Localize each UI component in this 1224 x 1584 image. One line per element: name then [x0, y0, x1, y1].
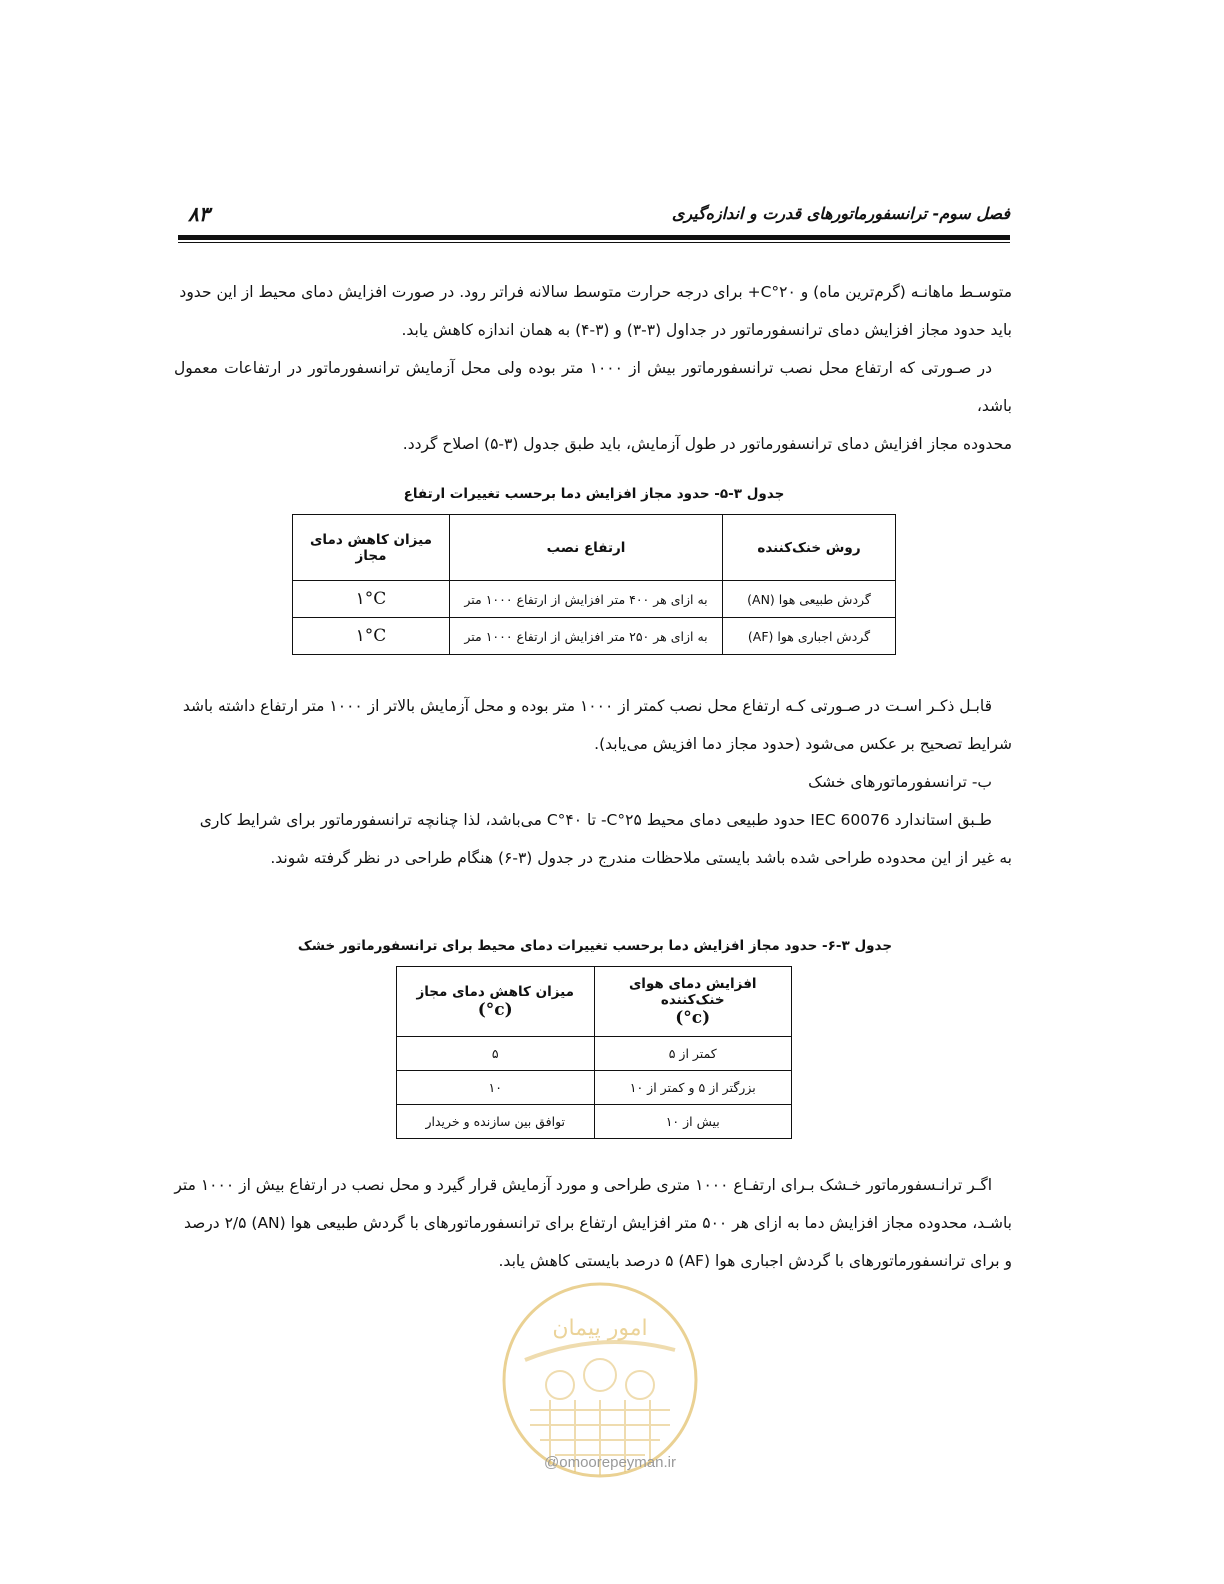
paragraph-line: در صـورتی که ارتفاع محل نصب ترانسفورماتور بیش از ۱۰۰۰ متر بوده ولی محل آزمایش ترانسفورماتور در ارتفاعات معمول باشد،: [174, 359, 1012, 415]
table2-caption: جدول ۳-۶- حدود مجاز افزایش دما برحسب تغییرات دمای محیط برای ترانسفورماتور خشک: [297, 938, 893, 954]
table-row: [293, 581, 896, 618]
watermark-site: @omoorepeyman.ir: [544, 1454, 676, 1471]
table-cell: [293, 581, 450, 618]
table-cell: گردش طبیعی هوا (AN): [723, 581, 896, 618]
table-altitude-correction: [292, 514, 896, 655]
header-unit: (°c): [675, 1007, 711, 1028]
paragraph-line: به غیر از این محدوده طراحی شده باشد بایستی ملاحظات مندرج در جدول (۳-۶) هنگام طراحی در نظر گرفته شوند.: [270, 849, 1012, 867]
header-label: افزایش دمای هوای خنک‌کننده: [628, 975, 757, 1008]
chapter-title: فصل سوم- ترانسفورماتورهای قدرت و اندازه‌گیری: [671, 204, 1010, 223]
table-cell: به ازای هر ۲۵۰ متر افزایش از ارتفاع ۱۰۰۰ متر: [450, 618, 723, 655]
table-cell: توافق بین سازنده و خریدار: [397, 1105, 595, 1139]
table-row: [293, 618, 896, 655]
table-cell: ۱۰: [397, 1071, 595, 1105]
table-cell: بزرگتر از ۵ و کمتر از ۱۰: [594, 1071, 792, 1105]
table-header-cell: [397, 967, 595, 1037]
table-header-cell: میزان کاهش دمای مجاز: [293, 515, 450, 581]
table-row: [397, 1105, 792, 1139]
table-header-cell: ارتفاع نصب: [450, 515, 723, 581]
unit-value: ۱°C: [355, 626, 387, 646]
table-row: [397, 1071, 792, 1105]
paragraph-line: قابـل ذکـر اسـت در صـورتی کـه ارتفاع محل نصب کمتر از ۱۰۰۰ متر بوده و محل آزمایش بالاتر از ۱۰۰۰ متر ارتفاع داشته باشد: [182, 697, 992, 715]
header-unit: (°c): [477, 999, 513, 1020]
subheading: ب- ترانسفورماتورهای خشک: [808, 773, 992, 791]
paragraph-line: و برای ترانسفورماتورهای با گردش اجباری هوا (AF) ۵ درصد بایستی کاهش یابد.: [498, 1252, 1012, 1270]
watermark-logo-text: امور پیمان: [552, 1316, 648, 1341]
paragraph-line: شرایط تصحیح بر عکس می‌شود (حدود مجاز دما افزیش می‌یابد).: [594, 735, 1012, 753]
table-ambient-correction: [396, 966, 792, 1139]
header-divider: [178, 235, 1010, 243]
page-number: ۸۳: [188, 202, 210, 226]
paragraph-block-3: [174, 1166, 1012, 1280]
paragraph-block-1: [174, 273, 1012, 463]
table-cell: کمتر از ۵: [594, 1037, 792, 1071]
table-cell: ۵: [397, 1037, 595, 1071]
table-row: [397, 1037, 792, 1071]
paragraph-line: طـبق استاندارد IEC 60076 حدود طبیعی دمای محیط ۲۵°C- تا ۴۰°C می‌باشد، لذا چنانچه ترانسفورماتور برای شرایط کاری: [199, 811, 992, 829]
paragraph-line: باید حدود مجاز افزایش دمای ترانسفورماتور در جداول (۳-۳) و (۳-۴) به همان اندازه کاهش یابد.: [401, 321, 1012, 339]
table1-caption: جدول ۳-۵- حدود مجاز افزایش دما برحسب تغییرات ارتفاع: [403, 486, 785, 502]
paragraph-line: محدوده مجاز افزایش دمای ترانسفورماتور در طول آزمایش، باید طبق جدول (۳-۵) اصلاح گردد.: [402, 435, 1012, 453]
paragraph-line: متوسـط ماهانـه (گرم‌ترین ماه) و ۲۰°C+ برای درجه حرارت متوسط سالانه فراتر رود. در صورت افزایش دمای محیط از این حدود: [179, 283, 1012, 301]
table-cell: بیش از ۱۰: [594, 1105, 792, 1139]
paragraph-block-2: [174, 687, 1012, 877]
table-header-row: [397, 967, 792, 1037]
header-label: میزان کاهش دمای مجاز: [416, 983, 575, 1000]
table-header-cell: [594, 967, 792, 1037]
table-cell: [293, 618, 450, 655]
table-header-row: [293, 515, 896, 581]
unit-value: ۱°C: [355, 589, 387, 609]
watermark-logo: [500, 1280, 700, 1480]
paragraph-line: باشـد، محدوده مجاز افزایش دما به ازای هر ۵۰۰ متر افزایش ارتفاع برای ترانسفورماتورهای با گردش طبیعی هوا (AN) ۲/۵ درصد: [183, 1214, 1012, 1232]
paragraph-line: اگـر ترانـسفورماتور خـشک بـرای ارتفـاع ۱۰۰۰ متری طراحی و مورد آزمایش قرار گیرد و محل نصب در ارتفاع بیش از ۱۰۰۰ متر: [174, 1176, 992, 1194]
table-cell: گردش اجباری هوا (AF): [723, 618, 896, 655]
table-cell: به ازای هر ۴۰۰ متر افزایش از ارتفاع ۱۰۰۰ متر: [450, 581, 723, 618]
table-header-cell: روش خنک‌کننده: [723, 515, 896, 581]
